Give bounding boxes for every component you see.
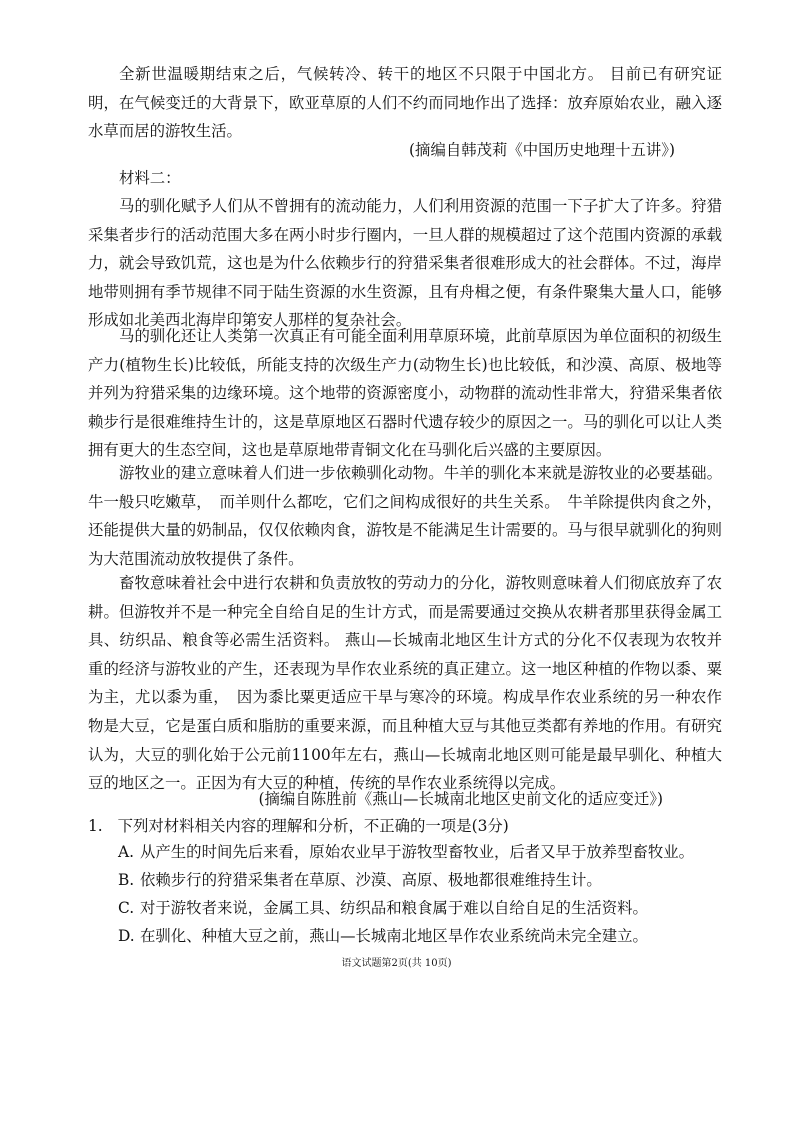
option-c (118, 894, 648, 922)
option-text: 依赖步行的狩猎采集者在草原、沙漠、高原、极地都很难维持生计。 (140, 871, 602, 889)
intro-paragraph: 全新世温暖期结束之后，气候转冷、转干的地区不只限于中国北方。 目前已有研究证明，在气候变迁的大背景下，欧亚草原的人们不约而同地作出了选择：放弃原始农业，融入逐水草而居的游牧生活。 (88, 65, 722, 141)
option-a (118, 838, 694, 866)
option-letter: B. (118, 871, 135, 889)
source-citation-1: (摘编自韩茂莉《中国历史地理十五讲》) (409, 141, 675, 159)
material-2-paragraph-3: 游牧业的建立意味着人们进一步依赖驯化动物。牛羊的驯化本来就是游牧业的必要基础。牛一般只吃嫩草， 而羊则什么都吃，它们之间构成很好的共生关系。 牛羊除提供肉食之外，还能提供大量的奶制品，仅仅依赖肉食，游牧是不能满足生计需要的。马与很早就驯化的狗则为大范围流动放牧提供了条件。 (88, 464, 722, 568)
question-number: 1. (88, 817, 103, 835)
material-2-paragraph-2: 马的驯化还让人类第一次真正有可能全面利用草原环境，此前草原因为单位面积的初级生产力(植物生长)比较低，所能支持的次级生产力(动物生长)也比较低，和沙漠、高原、极地等并列为狩猎采集的边缘环境。这个地带的资源密度小，动物群的流动性非常大，狩猎采集者依赖步行是很难维持生计的，这是草原地区石器时代遗存较少的原因之一。马的驯化可以让人类拥有更大的生态空间，这也是草原地带青铜文化在马驯化后兴盛的主要原因。 (88, 327, 722, 460)
option-text: 从产生的时间先后来看，原始农业早于游牧型畜牧业，后者又早于放养型畜牧业。 (140, 843, 695, 861)
material-2-paragraph-4: 畜牧意味着社会中进行农耕和负责放牧的劳动力的分化，游牧则意味着人们彻底放弃了农耕。但游牧并不是一种完全自给自足的生计方式，而是需要通过交换从农耕者那里获得金属工具、纺织品、粮食等必需生活资料。 燕山—长城南北地区生计方式的分化不仅表现为农牧并重的经济与游牧业的产生，还表现为旱作农业系统的真正建立。这一地区种植的作物以黍、粟为主，尤以黍为重， 因为黍比粟更适应干旱与寒冷的环境。构成旱作农业系统的另一种农作物是大豆，它是蛋白质和脂肪的重要来源，而且种植大豆与其他豆类都有养地的作用。有研究认为，大豆的驯化始于公元前1100年左右，燕山—长城南北地区则可能是最早驯化、种植大豆的地区之一。正因为有大豆的种植，传统的旱作农业系统得以完成。 (88, 574, 722, 793)
option-letter: C. (118, 899, 135, 917)
option-d (118, 922, 648, 950)
page-footer: 语文试题第2页(共 10页) (341, 958, 452, 969)
option-b (118, 866, 602, 894)
material-2-paragraph-1: 马的驯化赋予人们从不曾拥有的流动能力，人们利用资源的范围一下子扩大了许多。狩猎采集者步行的活动范围大多在两小时步行圈内，一旦人群的规模超过了这个范围内资源的承载力，就会导致饥荒，这也是为什么依赖步行的狩猎采集者很难形成大的社会群体。不过，海岸地带则拥有季节规律不同于陆生资源的水生资源，且有舟楫之便，有条件聚集大量人口，能够形成如北美西北海岸印第安人那样的复杂社会。 (88, 197, 722, 330)
material-2-label: 材料二： (119, 169, 181, 187)
option-letter: D. (118, 927, 135, 945)
option-text: 对于游牧者来说，金属工具、纺织品和粮食属于难以自给自足的生活资料。 (140, 899, 648, 917)
source-citation-2: (摘编自陈胜前《燕山—长城南北地区史前文化的适应变迁》) (258, 790, 663, 808)
option-text: 在驯化、种植大豆之前，燕山—长城南北地区旱作农业系统尚未完全建立。 (140, 927, 648, 945)
question-text: 下列对材料相关内容的理解和分析，不正确的一项是(3分) (117, 817, 509, 835)
question-1 (88, 812, 509, 840)
option-letter: A. (118, 843, 135, 861)
